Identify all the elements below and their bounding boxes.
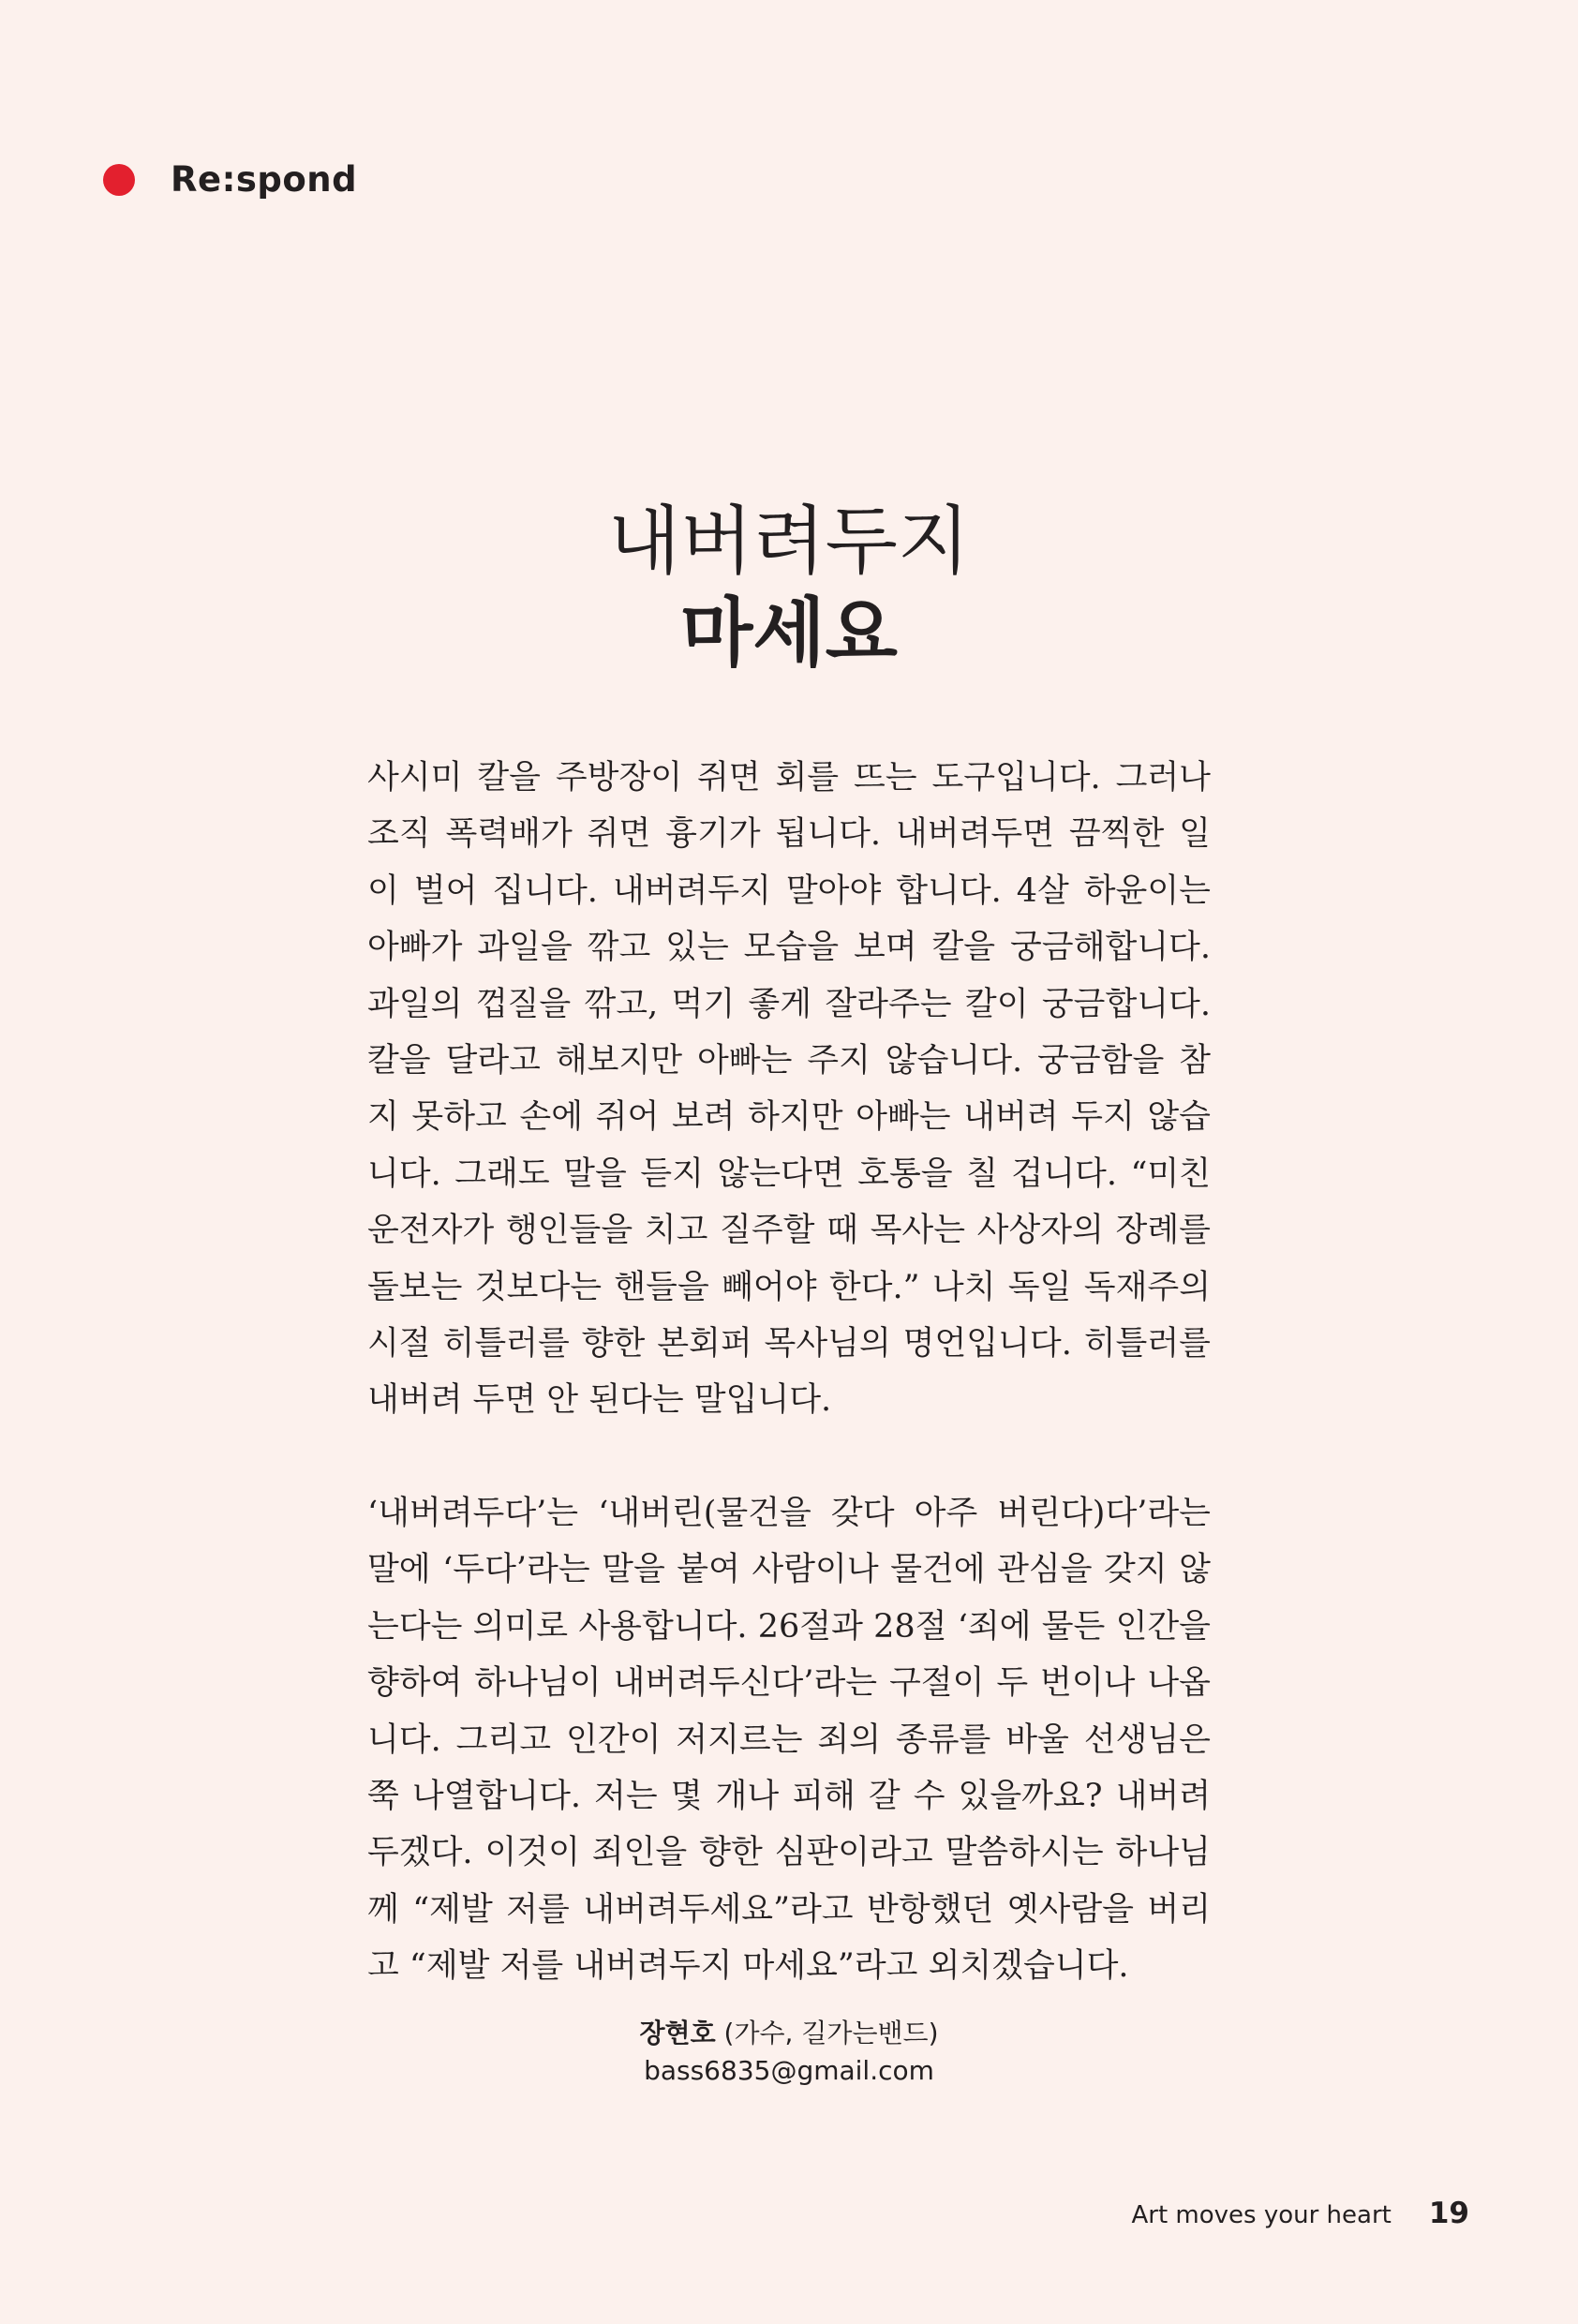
author-name: 장현호 [639,2018,716,2048]
article-paragraph-2: ‘내버려두다’는 ‘내버린(물건을 갖다 아주 버린다)다’라는 말에 ‘두다’라는 말을 붙여 사람이나 물건에 관심을 갖지 않는다는 의미로 사용합니다. 26절과 28절 ‘죄에 물든 인간을 향하여 하나님이 내버려두신다’라는 구절이 두 번이나 나옵니다. 그리고 인간이 저지르는 죄의 종류를 바울 선생님은 쭉 나열합니다. 저는 몇 개나 피해 갈 수 있을까요? 내버려두겠다. 이것이 죄인을 향한 심판이라고 말씀하시는 하나님께 “제발 저를 내버려두세요”라고 반항했던 옛사람을 버리고 “제발 저를 내버려두지 마세요”라고 외치겠습니다. [367,1494,1211,1986]
page-footer [1131,2197,1469,2230]
author-byline [0,2015,1578,2090]
article-body [367,750,1211,1995]
author-email: bass6835@gmail.com [644,2055,934,2086]
article-paragraph-1: 사시미 칼을 주방장이 쥐면 회를 뜨는 도구입니다. 그러나 조직 폭력배가 쥐면 흉기가 됩니다. 내버려두면 끔찍한 일이 벌어 집니다. 내버려두지 말아야 합니다. 4살 하윤이는 아빠가 과일을 깎고 있는 모습을 보며 칼을 궁금해합니다. 과일의 껍질을 깎고, 먹기 좋게 잘라주는 칼이 궁금합니다. 칼을 달라고 해보지만 아빠는 주지 않습니다. 궁금함을 참지 못하고 손에 쥐어 보려 하지만 아빠는 내버려 두지 않습니다. 그래도 말을 듣지 않는다면 호통을 칠 겁니다. “미친 운전자가 행인들을 치고 질주할 때 목사는 사상자의 장례를 돌보는 것보다는 핸들을 빼어야 한다.” 나치 독일 독재주의 시절 히틀러를 향한 본회퍼 목사님의 명언입니다. 히틀러를 내버려 두면 안 된다는 말입니다. [367,759,1211,1420]
red-dot-icon [103,164,135,196]
section-label: Re:spond [171,159,358,200]
author-role: (가수, 길가는밴드) [723,2018,939,2048]
footer-tagline: Art moves your heart [1131,2201,1392,2229]
article-title-line1: 내버려두지 [607,498,971,585]
section-header [103,159,357,200]
page-number: 19 [1428,2197,1469,2230]
author-line [0,2015,1578,2052]
article-title-line2: 마세요 [680,588,898,677]
